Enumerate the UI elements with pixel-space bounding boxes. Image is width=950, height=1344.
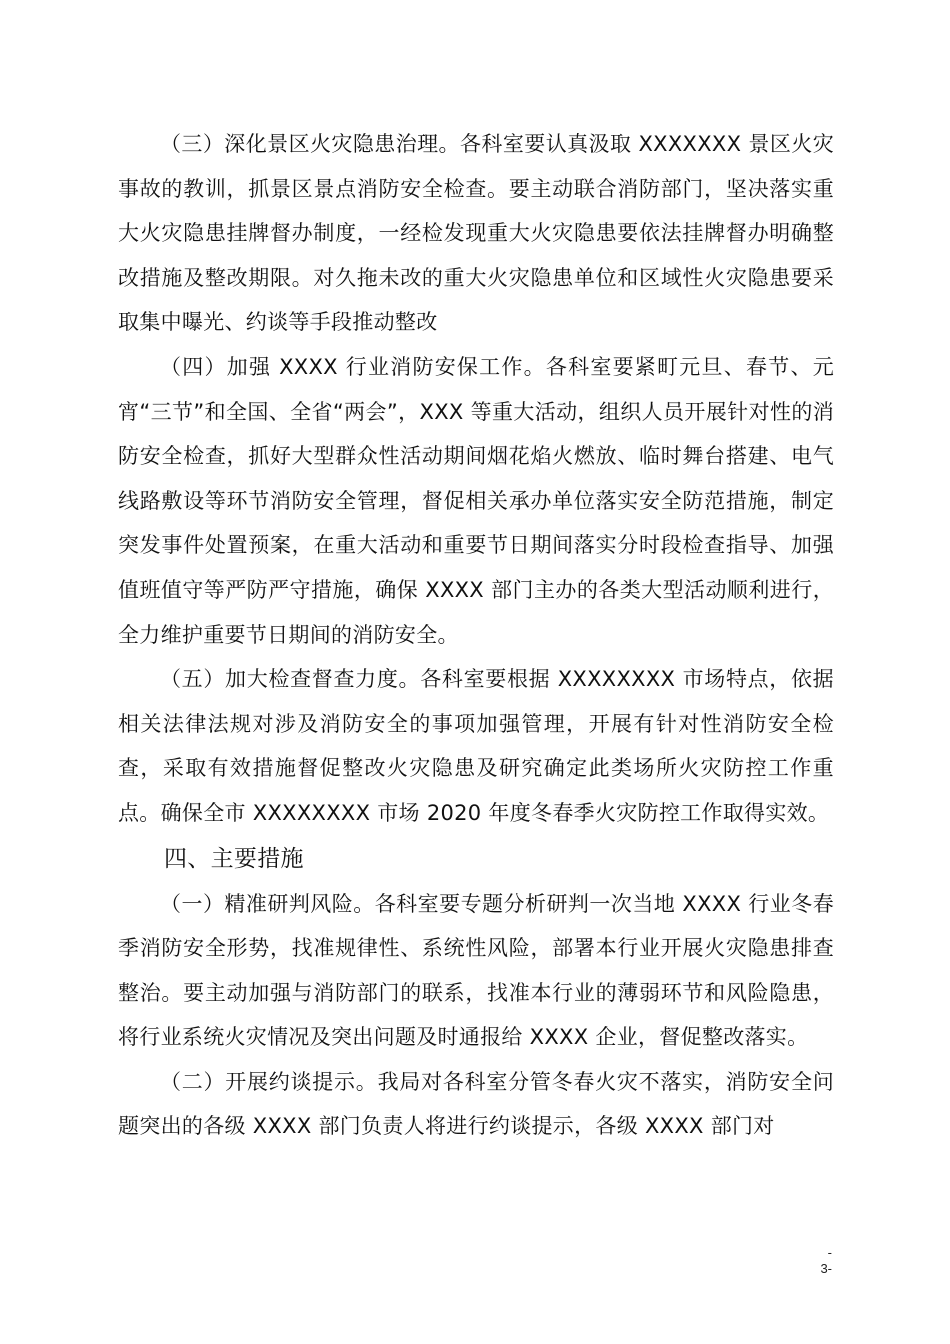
paragraph-measure-1: （一）精准研判风险。各科室要专题分析研判一次当地 XXXX 行业冬春季消防安全形势，找准规律性、系统性风险，部署本行业开展火灾隐患排查整治。要主动加强与消防部门的联系，找准本行业的薄弱环节和风险隐患，将行业系统火灾情况及突出问题及时通报给 XXXX 企业，督促整改落实。 (118, 891, 834, 1050)
page-number-top-mark: - (827, 1245, 832, 1260)
document-body (118, 122, 834, 1149)
page-number-label: 3- (820, 1261, 832, 1276)
section-heading-main-measures: 四、主要措施 (164, 845, 304, 872)
paragraph-section-3: （三）深化景区火灾隐患治理。各科室要认真汲取 XXXXXXX 景区火灾事故的教训，抓景区景点消防安全检查。要主动联合消防部门，坚决落实重大火灾隐患挂牌督办制度，一经检发现重大火灾隐患要依法挂牌督办明确整改措施及整改期限。对久拖未改的重大火灾隐患单位和区域性火灾隐患要采取集中曝光、约谈等手段推动整改 (118, 132, 834, 335)
page-number (820, 1245, 832, 1277)
paragraph-measure-2: （二）开展约谈提示。我局对各科室分管冬春火灾不落实，消防安全问题突出的各级 XXXX 部门负责人将进行约谈提示，各级 XXXX 部门对 (118, 1069, 834, 1139)
paragraph-section-5: （五）加大检查督查力度。各科室要根据 XXXXXXXX 市场特点，依据相关法律法规对涉及消防安全的事项加强管理，开展有针对性消防安全检查，采取有效措施督促整改火灾隐患及研究确定此类场所火灾防控工作重点。确保全市 XXXXXXXX 市场 2020 年度冬春季火灾防控工作取得实效。 (118, 667, 834, 825)
paragraph-section-4: （四）加强 XXXX 行业消防安保工作。各科室要紧町元旦、春节、元宵“三节”和全国、全省“两会”，XXX 等重大活动，组织人员开展针对性的消防安全检查，抓好大型群众性活动期间烟花焰火燃放、临时舞台搭建、电气线路敷设等环节消防安全管理，督促相关承办单位落实安全防范措施，制定突发事件处置预案，在重大活动和重要节日期间落实分时段检查指导、加强值班值守等严防严守措施，确保 XXXX 部门主办的各类大型活动顺利进行，全力维护重要节日期间的消防安全。 (118, 354, 834, 647)
